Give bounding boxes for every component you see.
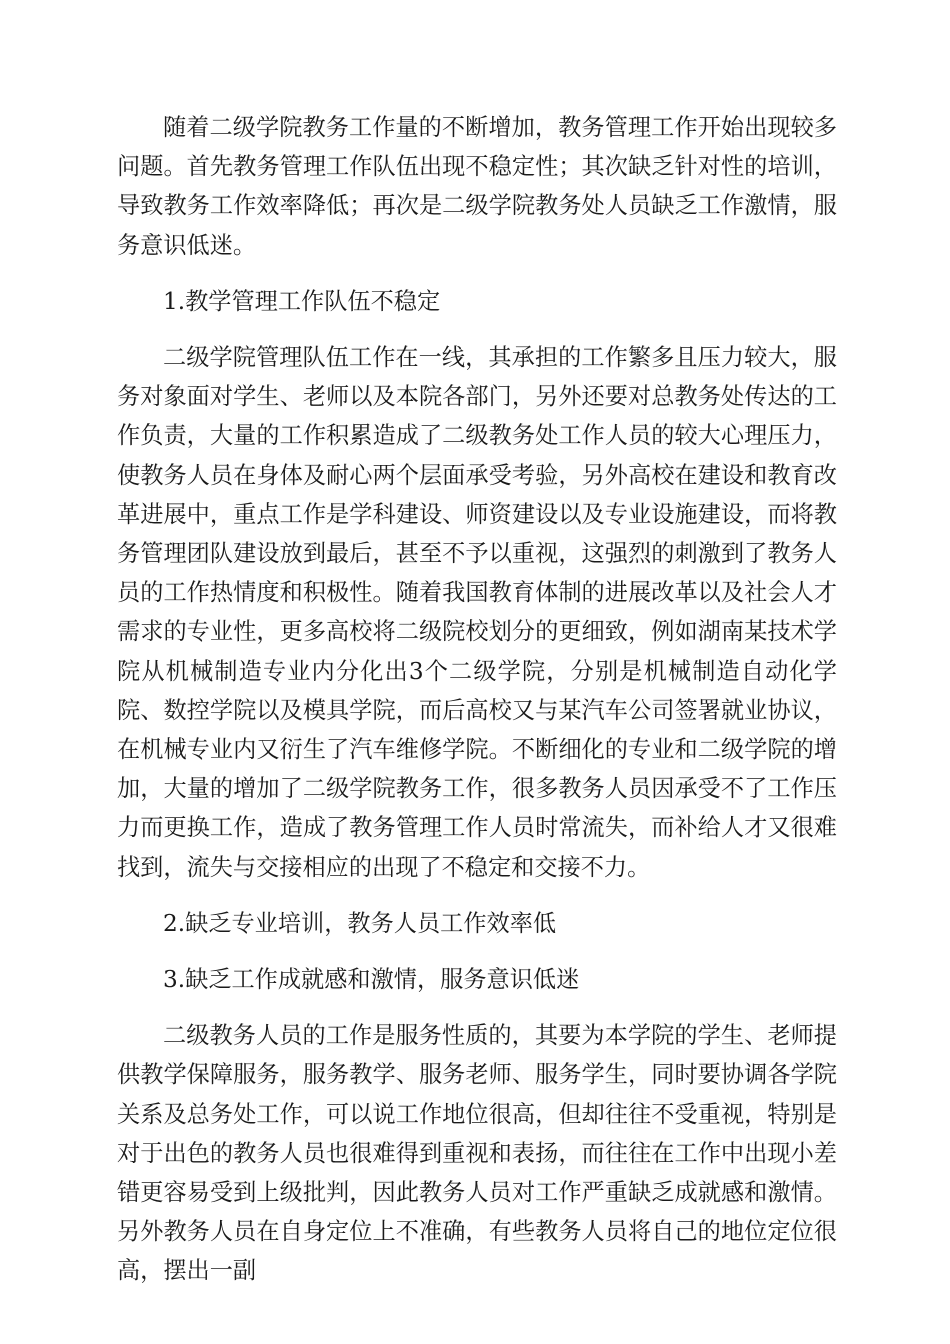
intro-paragraph: 随着二级学院教务工作量的不断增加，教务管理工作开始出现较多问题。首先教务管理工作队伍出现不稳定性；其次缺乏针对性的培训，导致教务工作效率降低；再次是二级学院教务处人员缺乏工作激情，服务意识低迷。: [117, 114, 837, 259]
section-heading-3: 3.缺乏工作成就感和激情，服务意识低迷: [163, 966, 580, 994]
document-body: [117, 108, 837, 1308]
section-1-paragraph: 二级学院管理队伍工作在一线，其承担的工作繁多且压力较大，服务对象面对学生、老师以及本院各部门，另外还要对总教务处传达的工作负责，大量的工作积累造成了二级教务处工作人员的较大心理压力，使教务人员在身体及耐心两个层面承受考验，另外高校在建设和教育改革进展中，重点工作是学科建设、师资建设以及专业设施建设，而将教务管理团队建设放到最后，甚至不予以重视，这强烈的刺激到了教务人员的工作热情度和积极性。随着我国教育体制的进展改革以及社会人才需求的专业性，更多高校将二级院校划分的更细致，例如湖南某技术学院从机械制造专业内分化出3个二级学院，分别是机械制造自动化学院、数控学院以及模具学院，而后高校又与某汽车公司签署就业协议，在机械专业内又衍生了汽车维修学院。不断细化的专业和二级学院的增加，大量的增加了二级学院教务工作，很多教务人员因承受不了工作压力而更换工作，造成了教务管理工作人员时常流失，而补给人才又很难找到，流失与交接相应的出现了不稳定和交接不力。: [117, 344, 837, 881]
section-3-paragraph: 二级教务人员的工作是服务性质的，其要为本学院的学生、老师提供教学保障服务，服务教学、服务老师、服务学生，同时要协调各学院关系及总务处工作，可以说工作地位很高，但却往往不受重视，特别是对于出色的教务人员也很难得到重视和表扬，而往往在工作中出现小差错更容易受到上级批判，因此教务人员对工作严重缺乏成就感和激情。另外教务人员在自身定位上不准确，有些教务人员将自己的地位定位很高，摆出一副: [117, 1022, 837, 1285]
section-heading-1: 1.教学管理工作队伍不稳定: [163, 287, 441, 315]
section-heading-2: 2.缺乏专业培训，教务人员工作效率低: [163, 909, 557, 937]
